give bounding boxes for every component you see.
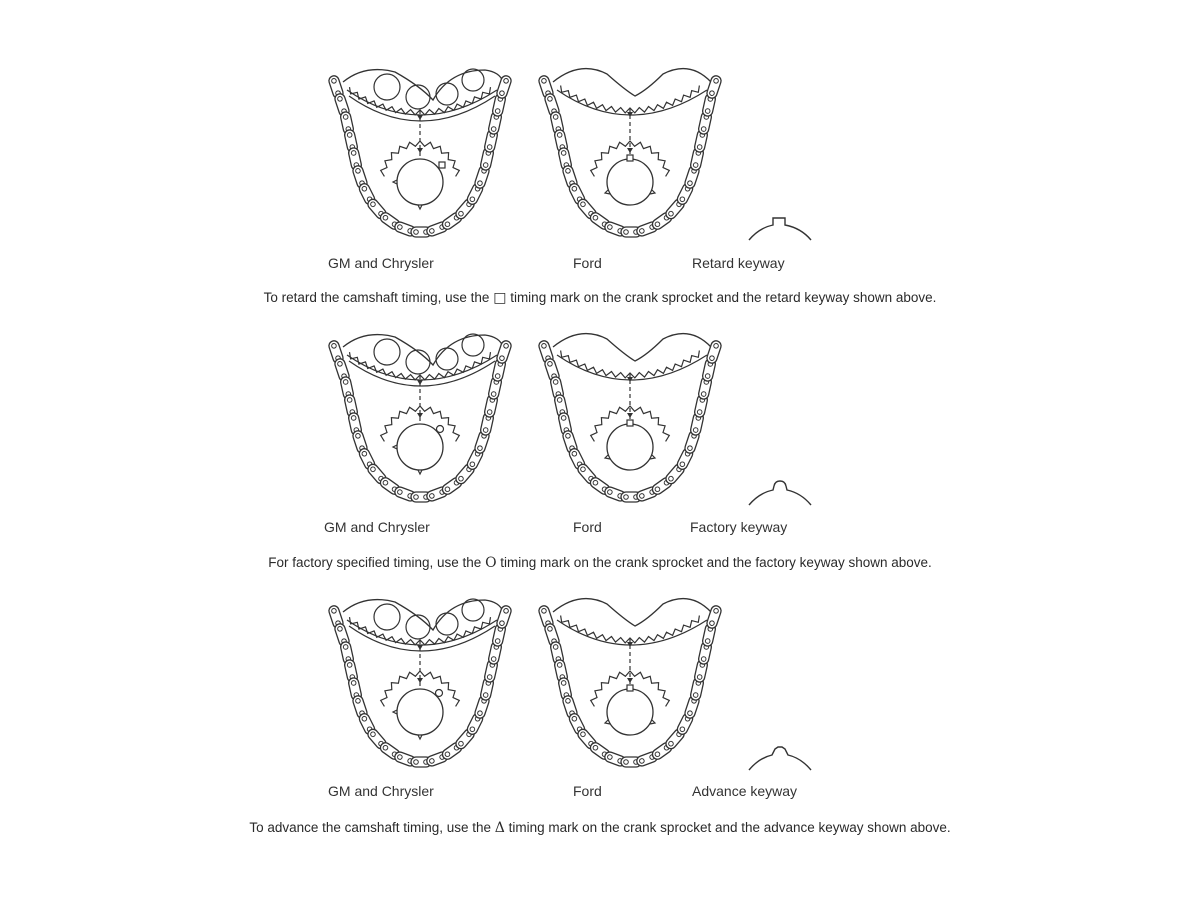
advance-timing-panel: [0, 590, 1200, 860]
keyway-label: Factory keyway: [690, 519, 788, 535]
gm-chrysler-label: GM and Chrysler: [324, 519, 430, 535]
caption-text-after: timing mark on the crank sprocket and the retard keyway shown above.: [506, 290, 937, 305]
caption-text-before: For factory specified timing, use the: [268, 555, 486, 570]
circle-timing-mark-icon: O: [485, 555, 497, 571]
ford-label: Ford: [573, 255, 602, 271]
ford-timing-set-diagram: [535, 325, 725, 510]
keyway-label: Retard keyway: [692, 255, 785, 271]
caption-text-before: To advance the camshaft timing, use the: [249, 820, 495, 835]
retard-keyway-icon: [745, 210, 815, 246]
square-timing-mark-icon: □: [493, 290, 507, 306]
advance-instruction-caption: [0, 820, 1200, 836]
caption-text-after: timing mark on the crank sprocket and the advance keyway shown above.: [504, 820, 951, 835]
retard-timing-panel: [0, 60, 1200, 330]
ford-label: Ford: [573, 519, 602, 535]
gm-chrysler-timing-set-diagram: [325, 60, 515, 245]
caption-text-before: To retard the camshaft timing, use the: [263, 290, 494, 305]
advance-keyway-icon: [745, 740, 815, 776]
factory-keyway-icon: [745, 475, 815, 511]
gm-chrysler-timing-set-diagram: [325, 590, 515, 775]
ford-label: Ford: [573, 783, 602, 799]
factory-instruction-caption: [0, 555, 1200, 571]
gm-chrysler-label: GM and Chrysler: [328, 783, 434, 799]
ford-timing-set-diagram: [535, 590, 725, 775]
gm-chrysler-timing-set-diagram: [325, 325, 515, 510]
triangle-timing-mark-icon: Δ: [494, 820, 505, 836]
retard-instruction-caption: [0, 290, 1200, 306]
ford-timing-set-diagram: [535, 60, 725, 245]
gm-chrysler-label: GM and Chrysler: [328, 255, 434, 271]
keyway-label: Advance keyway: [692, 783, 798, 799]
factory-timing-panel: [0, 325, 1200, 595]
caption-text-after: timing mark on the crank sprocket and the factory keyway shown above.: [496, 555, 932, 570]
